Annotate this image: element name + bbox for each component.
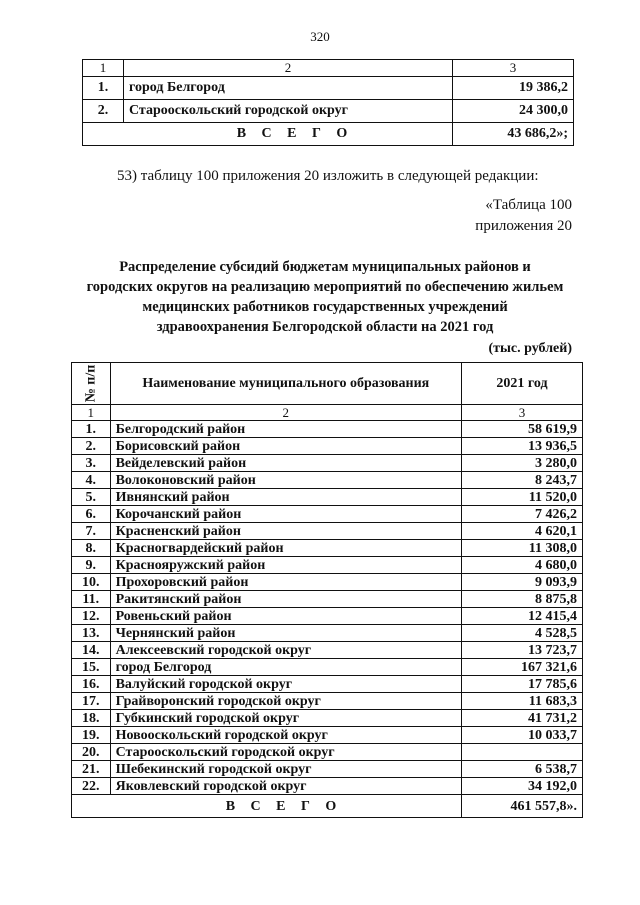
row-name: Старооскольский городской округ — [124, 100, 453, 123]
row-number: 9. — [72, 557, 111, 574]
row-number: 17. — [72, 693, 111, 710]
table-row — [72, 625, 583, 642]
row-number: 1. — [83, 77, 124, 100]
table-row — [83, 77, 574, 100]
table-row — [72, 727, 583, 744]
row-value: 11 308,0 — [462, 540, 583, 557]
row-number: 15. — [72, 659, 111, 676]
row-number: 11. — [72, 591, 111, 608]
top-continuation-table — [82, 59, 574, 146]
header-number — [72, 363, 111, 405]
table-row — [72, 591, 583, 608]
row-number: 12. — [72, 608, 111, 625]
row-name: Вейделевский район — [110, 455, 461, 472]
table-row — [72, 489, 583, 506]
row-number: 2. — [83, 100, 124, 123]
row-name: Корочанский район — [110, 506, 461, 523]
row-name: город Белгород — [110, 659, 461, 676]
row-name: Белгородский район — [110, 421, 461, 438]
total-value: 43 686,2»; — [453, 123, 574, 146]
table-row — [72, 710, 583, 727]
row-value: 4 680,0 — [462, 557, 583, 574]
table-header-row — [72, 363, 583, 405]
header-name: Наименование муниципального образования — [110, 363, 461, 405]
row-name: Алексеевский городской округ — [110, 642, 461, 659]
table-row — [83, 100, 574, 123]
row-name: Яковлевский городской округ — [110, 778, 461, 795]
row-value: 11 520,0 — [462, 489, 583, 506]
row-value: 12 415,4 — [462, 608, 583, 625]
table-body — [72, 421, 583, 795]
row-name: Старооскольский городской округ — [110, 744, 461, 761]
row-number: 22. — [72, 778, 111, 795]
units-label: (тыс. рублей) — [488, 341, 572, 356]
table-row — [72, 523, 583, 540]
row-value: 3 280,0 — [462, 455, 583, 472]
row-number: 2. — [72, 438, 111, 455]
row-number: 10. — [72, 574, 111, 591]
table-row — [72, 744, 583, 761]
table-row — [72, 506, 583, 523]
total-label: В С Е Г О — [72, 795, 462, 818]
row-number: 19. — [72, 727, 111, 744]
row-name: Ровеньский район — [110, 608, 461, 625]
table-row — [72, 472, 583, 489]
table-row — [72, 659, 583, 676]
row-value: 13 936,5 — [462, 438, 583, 455]
header-number-text: № п/п — [83, 364, 99, 403]
table-row — [72, 608, 583, 625]
amendment-instruction: 53) таблицу 100 приложения 20 изложить в следующей редакции: — [117, 168, 539, 184]
row-number: 4. — [72, 472, 111, 489]
row-number: 1. — [72, 421, 111, 438]
table-row — [72, 540, 583, 557]
header-year: 2021 год — [462, 363, 583, 405]
row-name: Новооскольский городской округ — [110, 727, 461, 744]
row-value: 4 528,5 — [462, 625, 583, 642]
column-index-row — [72, 405, 583, 421]
table-row — [72, 455, 583, 472]
column-index: 3 — [453, 60, 574, 77]
title-line: городских округов на реализацию мероприятий по обеспечению жильем — [86, 279, 564, 295]
total-value: 461 557,8». — [462, 795, 583, 818]
total-label: В С Е Г О — [83, 123, 453, 146]
row-name: Прохоровский район — [110, 574, 461, 591]
row-value: 7 426,2 — [462, 506, 583, 523]
row-name: Волоконовский район — [110, 472, 461, 489]
column-index: 2 — [110, 405, 461, 421]
table-row — [72, 761, 583, 778]
column-index: 1 — [83, 60, 124, 77]
title-line: Распределение субсидий бюджетам муниципальных районов и — [119, 259, 531, 275]
row-value: 58 619,9 — [462, 421, 583, 438]
row-name: Шебекинский городской округ — [110, 761, 461, 778]
row-number: 20. — [72, 744, 111, 761]
row-value: 8 243,7 — [462, 472, 583, 489]
row-number: 21. — [72, 761, 111, 778]
row-name: Валуйский городской округ — [110, 676, 461, 693]
column-index: 2 — [124, 60, 453, 77]
row-number: 8. — [72, 540, 111, 557]
table-title — [70, 257, 580, 337]
row-number: 14. — [72, 642, 111, 659]
total-row — [83, 123, 574, 146]
row-number: 3. — [72, 455, 111, 472]
title-line: медицинских работников государственных учреждений — [142, 299, 508, 315]
row-value: 34 192,0 — [462, 778, 583, 795]
row-value: 10 033,7 — [462, 727, 583, 744]
row-value: 17 785,6 — [462, 676, 583, 693]
row-value: 11 683,3 — [462, 693, 583, 710]
table-row — [72, 438, 583, 455]
table-row — [72, 778, 583, 795]
title-line: здравоохранения Белгородской области на 2021 год — [156, 319, 494, 335]
page-number: 320 — [310, 29, 330, 44]
total-row — [72, 795, 583, 818]
row-name: Грайворонский городской округ — [110, 693, 461, 710]
row-name: Красногвардейский район — [110, 540, 461, 557]
table-reference-line: «Таблица 100 — [485, 197, 572, 213]
column-index: 1 — [72, 405, 111, 421]
row-number: 7. — [72, 523, 111, 540]
row-name: Красненский район — [110, 523, 461, 540]
table-row — [72, 693, 583, 710]
row-value: 19 386,2 — [453, 77, 574, 100]
row-number: 16. — [72, 676, 111, 693]
row-value: 9 093,9 — [462, 574, 583, 591]
row-value: 41 731,2 — [462, 710, 583, 727]
row-name: Ракитянский район — [110, 591, 461, 608]
table-reference-line: приложения 20 — [475, 218, 572, 234]
row-name: Чернянский район — [110, 625, 461, 642]
row-value: 8 875,8 — [462, 591, 583, 608]
row-name: Краснояружский район — [110, 557, 461, 574]
row-value: 4 620,1 — [462, 523, 583, 540]
row-name: Ивнянский район — [110, 489, 461, 506]
table-row — [72, 642, 583, 659]
column-index: 3 — [462, 405, 583, 421]
row-name: город Белгород — [124, 77, 453, 100]
row-value: 6 538,7 — [462, 761, 583, 778]
table-header-row — [83, 60, 574, 77]
row-number: 13. — [72, 625, 111, 642]
table-reference — [475, 195, 572, 237]
table-row — [72, 676, 583, 693]
row-name: Борисовский район — [110, 438, 461, 455]
subsidy-distribution-table — [71, 362, 583, 818]
table-row — [72, 557, 583, 574]
row-value — [462, 744, 583, 761]
row-number: 18. — [72, 710, 111, 727]
row-value: 24 300,0 — [453, 100, 574, 123]
row-value: 167 321,6 — [462, 659, 583, 676]
row-name: Губкинский городской округ — [110, 710, 461, 727]
row-number: 5. — [72, 489, 111, 506]
table-row — [72, 421, 583, 438]
table-row — [72, 574, 583, 591]
row-value: 13 723,7 — [462, 642, 583, 659]
row-number: 6. — [72, 506, 111, 523]
